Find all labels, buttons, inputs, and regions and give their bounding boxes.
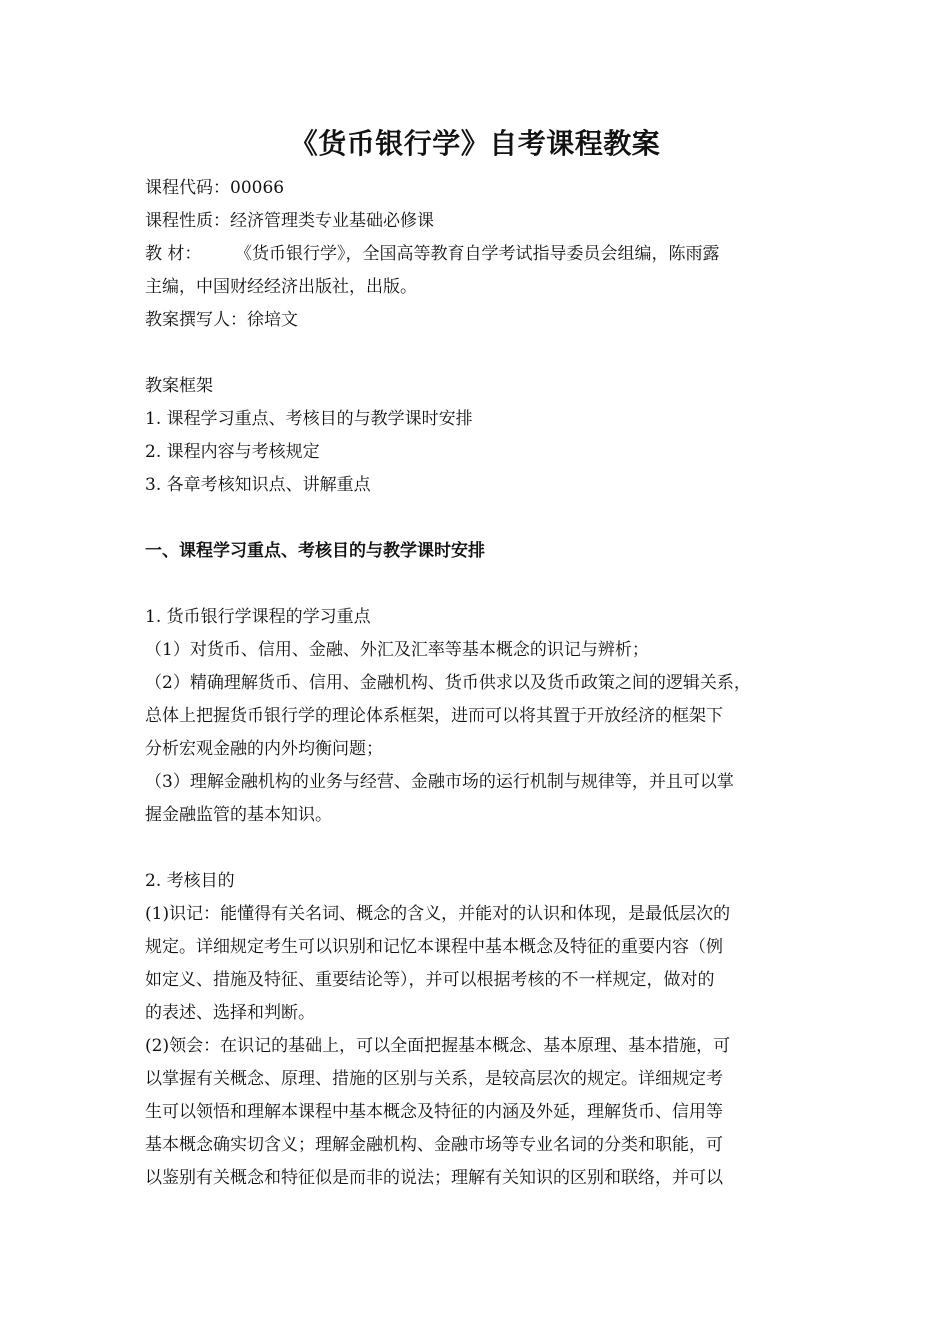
paragraph-line: 的表述、选择和判断。 bbox=[145, 1003, 315, 1023]
textbook-line-2: 主编，中国财经经济出版社，出版。 bbox=[145, 277, 417, 297]
subsection-heading: 1. 货币银行学课程的学习重点 bbox=[145, 607, 371, 627]
paragraph-line: (1)识记：能懂得有关名词、概念的含义，并能对的认识和体现，是最低层次的 bbox=[145, 904, 731, 924]
framework-item: 2. 课程内容与考核规定 bbox=[145, 442, 320, 462]
paragraph-line: （3）理解金融机构的业务与经营、金融市场的运行机制与规律等，并且可以掌 bbox=[145, 772, 734, 792]
paragraph-line: 以掌握有关概念、原理、措施的区别与关系，是较高层次的规定。详细规定考 bbox=[145, 1069, 723, 1089]
course-nature: 课程性质：经济管理类专业基础必修课 bbox=[145, 211, 434, 231]
paragraph-line: (2)领会：在识记的基础上，可以全面把握基本概念、基本原理、基本措施，可 bbox=[145, 1036, 731, 1056]
paragraph-line: 分析宏观金融的内外均衡问题； bbox=[145, 739, 383, 759]
spacer bbox=[145, 568, 825, 601]
paragraph-line: 以鉴别有关概念和特征似是而非的说法；理解有关知识的区别和联络，并可以 bbox=[145, 1168, 723, 1188]
document-body bbox=[145, 172, 825, 1195]
spacer bbox=[145, 502, 825, 535]
textbook-line-1 bbox=[145, 238, 825, 271]
paragraph-line: 如定义、措施及特征、重要结论等），并可以根据考核的不一样规定，做对的 bbox=[145, 970, 715, 990]
framework-heading: 教案框架 bbox=[145, 376, 213, 396]
paragraph-line: （2）精确理解货币、信用、金融机构、货币供求以及货币政策之间的逻辑关系， bbox=[145, 673, 751, 693]
paragraph-line: 基本概念确实切含义；理解金融机构、金融市场等专业名词的分类和职能，可 bbox=[145, 1135, 723, 1155]
paragraph-line: 握金融监管的基本知识。 bbox=[145, 805, 332, 825]
spacer bbox=[145, 832, 825, 865]
textbook-label: 教 材： bbox=[145, 244, 202, 264]
paragraph-line: （1）对货币、信用、金融、外汇及汇率等基本概念的识记与辨析； bbox=[145, 640, 649, 660]
textbook-text-1: 《货币银行学》，全国高等教育自学考试指导委员会组编，陈雨露 bbox=[235, 244, 720, 264]
framework-item: 1. 课程学习重点、考核目的与教学课时安排 bbox=[145, 409, 473, 429]
paragraph-line: 规定。详细规定考生可以识别和记忆本课程中基本概念及特征的重要内容（例 bbox=[145, 937, 723, 957]
course-code: 课程代码：00066 bbox=[145, 178, 285, 198]
section-heading: 一、课程学习重点、考核目的与教学课时安排 bbox=[145, 541, 485, 561]
subsection-heading: 2. 考核目的 bbox=[145, 871, 235, 891]
paragraph-line: 总体上把握货币银行学的理论体系框架，进而可以将其置于开放经济的框架下 bbox=[145, 706, 723, 726]
framework-item: 3. 各章考核知识点、讲解重点 bbox=[145, 475, 371, 495]
spacer bbox=[145, 337, 825, 370]
document-title: 《货币银行学》自考课程教案 bbox=[289, 127, 661, 160]
author-line: 教案撰写人：徐培文 bbox=[145, 310, 298, 330]
paragraph-line: 生可以领悟和理解本课程中基本概念及特征的内涵及外延，理解货币、信用等 bbox=[145, 1102, 723, 1122]
